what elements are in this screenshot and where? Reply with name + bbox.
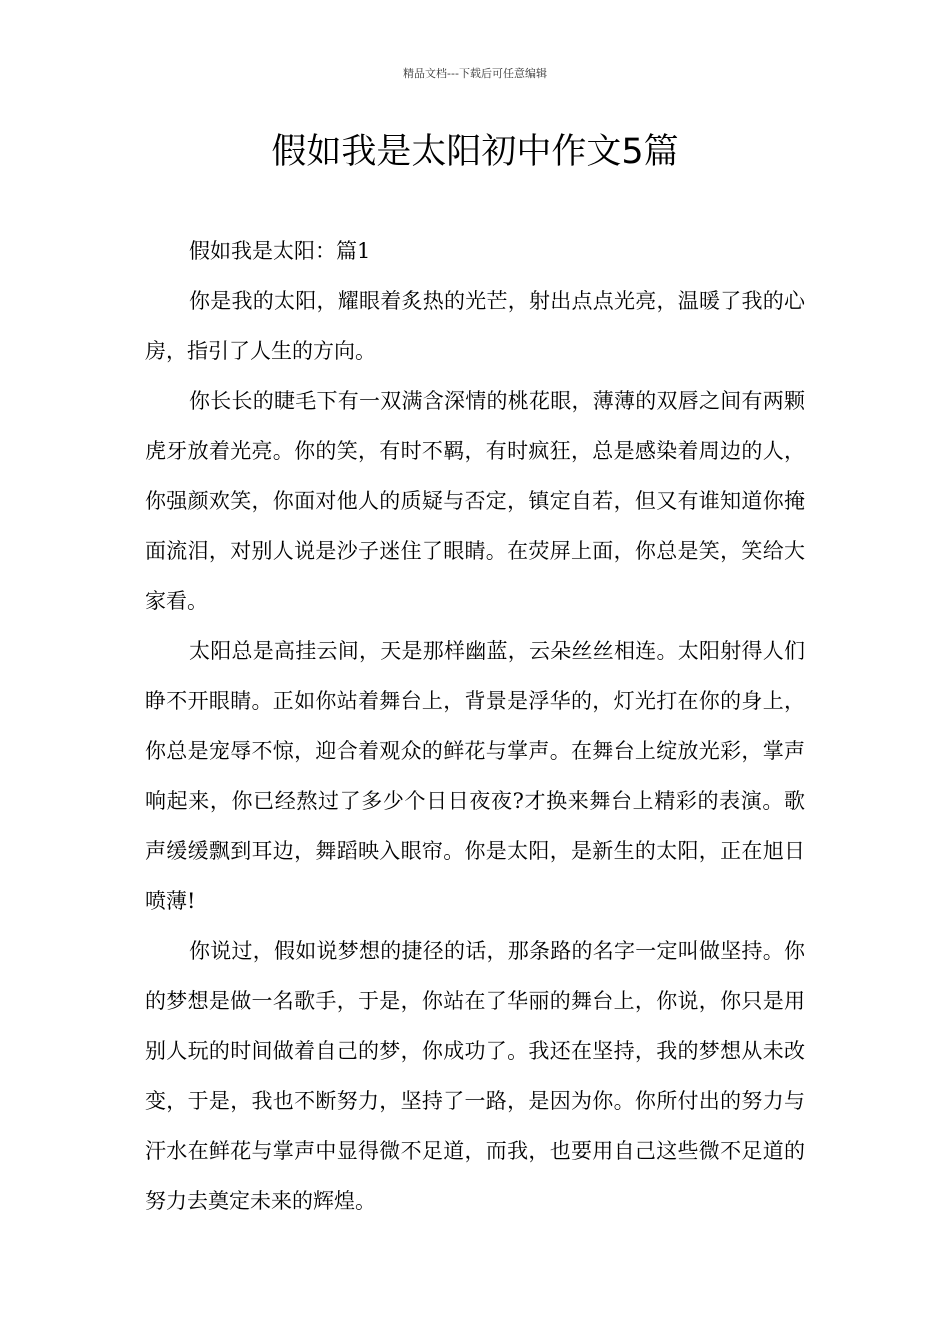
section-label: 假如我是太阳：篇1 bbox=[189, 239, 371, 263]
paragraph: 你是我的太阳，耀眼着炙热的光芒，射出点点光亮，温暖了我的心房，指引了人生的方向。 bbox=[145, 289, 805, 363]
page-header-note: 精品文档---下载后可任意编辑 bbox=[403, 67, 547, 80]
paragraph: 太阳总是高挂云间，天是那样幽蓝，云朵丝丝相连。太阳射得人们睁不开眼睛。正如你站着舞台上，背景是浮华的，灯光打在你的身上，你总是宠辱不惊，迎合着观众的鲜花与掌声。在舞台上绽放光彩，掌声响起来，你已经熬过了多少个日日夜夜?才换来舞台上精彩的表演。歌声缓缓飘到耳边，舞蹈映入眼帘。你是太阳，是新生的太阳，正在旭日喷薄! bbox=[145, 639, 805, 913]
document-title: 假如我是太阳初中作文5篇 bbox=[271, 132, 679, 172]
paragraph: 你说过，假如说梦想的捷径的话，那条路的名字一定叫做坚持。你的梦想是做一名歌手，于是，你站在了华丽的舞台上，你说，你只是用别人玩的时间做着自己的梦，你成功了。我还在坚持，我的梦想从未改变，于是，我也不断努力，坚持了一路，是因为你。你所付出的努力与汗水在鲜花与掌声中显得微不足道，而我，也要用自己这些微不足道的努力去奠定未来的辉煌。 bbox=[145, 939, 805, 1213]
paragraph: 你长长的睫毛下有一双满含深情的桃花眼，薄薄的双唇之间有两颗虎牙放着光亮。你的笑，有时不羁，有时疯狂，总是感染着周边的人，你强颜欢笑，你面对他人的质疑与否定，镇定自若，但又有谁知道你掩面流泪，对别人说是沙子迷住了眼睛。在荧屏上面，你总是笑，笑给大家看。 bbox=[145, 389, 805, 613]
document-body bbox=[145, 226, 805, 1226]
